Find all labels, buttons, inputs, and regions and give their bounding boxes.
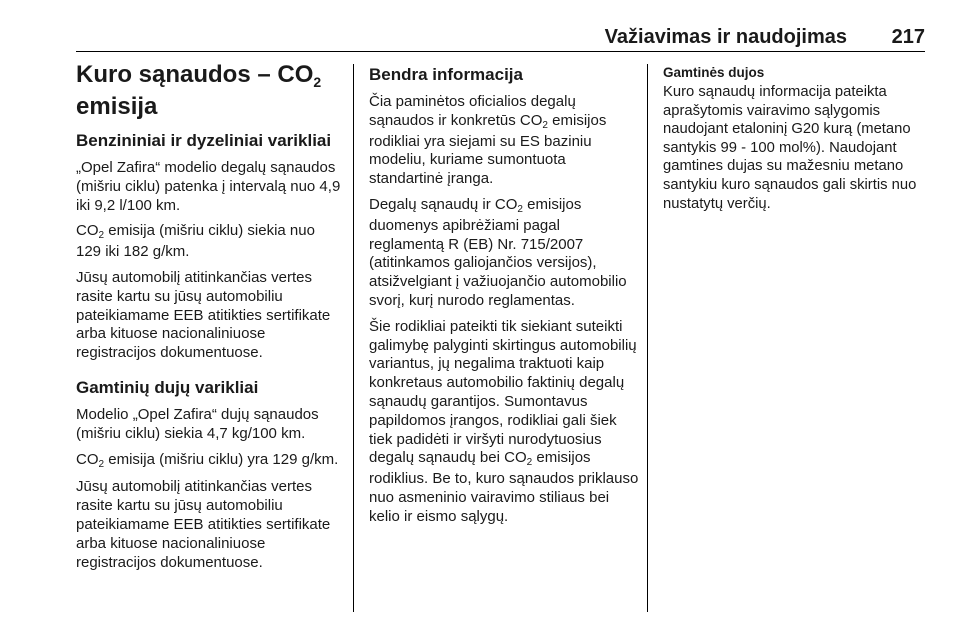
header-divider [76,51,925,52]
paragraph: „Opel Zafira“ modelio degalų sąnaudos (mišriu ciklu) patenka į intervalą nuo 4,9 iki 9,2 l/100 km. [76,159,341,214]
paragraph: Kuro sąnaudų informacija pateikta aprašytomis vairavimo sąlygomis naudojant etaloninį G20 kurą (metano santykis 99 - 100 mol%). Naudojant gamtines dujas su mažesniu metano santykiu kuro sąnaudos gali skirtis nuo nustatytų verčių. [663,84,917,212]
paragraph: Čia paminėtos oficialios degalų sąnaudos ir konkretūs $CO_2$ emisijos rodikliai yra siejami su ES baziniu modeliu, kuriame sumontuota standartinė įranga. [369,93,607,188]
column-2 [369,64,639,527]
paragraph: $CO_2$ emisija (mišriu ciklu) siekia nuo 129 iki 182 g/km. [76,222,315,261]
chapter-title: Važiavimas ir naudojimas [604,26,847,48]
heading-petrol-diesel: Benzininiai ir dyzeliniai varikliai [76,131,332,150]
column-divider-2 [647,64,648,612]
column-1 [76,61,344,572]
heading-natural-gas: Gamtinės dujos [663,65,765,80]
paragraph: Modelio „Opel Zafira“ dujų sąnaudos (mišriu ciklu) siekia 4,7 kg/100 km. [76,405,319,442]
heading-general-info: Bendra informacija [369,65,523,84]
section-title: Kuro sąnaudos – $CO_2$ emisija [76,61,322,120]
paragraph: Šie rodikliai pateikti tik siekiant suteikti galimybę palyginti skirtingus automobilių variantus, jų negalima traktuoti kaip konkretaus automobilio faktinių degalų sąnaudų garantijos. Sumontavus papildomos įrangos, rodikliai gali šiek tiek padidėti ir viršyti nurodytuosius degalų sąnaudų bei $CO_2$ emisijos rodiklius. Be to, kuro sąnaudos priklauso nuo asmeninio vairavimo stiliaus bei kelio ir eismo sąlygų. [369,317,639,525]
paragraph: Jūsų automobilį atitinkančias vertes rasite kartu su jūsų automobiliu pateikiamame EEB atitikties sertifikate arba kituose nacionaliniuose registracijos dokumentuose. [76,268,331,362]
paragraph: Degalų sąnaudų ir $CO_2$ emisijos duomenys apibrėžiami pagal reglamentą R (EB) Nr. 715/2007 (atitinkamos galiojančios versijos), atsižvelgiant į važiuojančio automobilio svorį, kurį nurodo reglamentas. [369,195,627,309]
page-number: 217 [891,26,925,48]
heading-natural-gas-engines: Gamtinių dujų varikliai [76,377,259,397]
paragraph: $CO_2$ emisija (mišriu ciklu) yra 129 g/km. [76,450,339,470]
column-divider-1 [353,64,354,612]
column-3 [663,64,928,213]
page-header [76,26,925,52]
paragraph: Jūsų automobilį atitinkančias vertes rasite kartu su jūsų automobiliu pateikiamame EEB atitikties sertifikate arba kituose nacionaliniuose registracijos dokumentuose. [76,478,331,571]
